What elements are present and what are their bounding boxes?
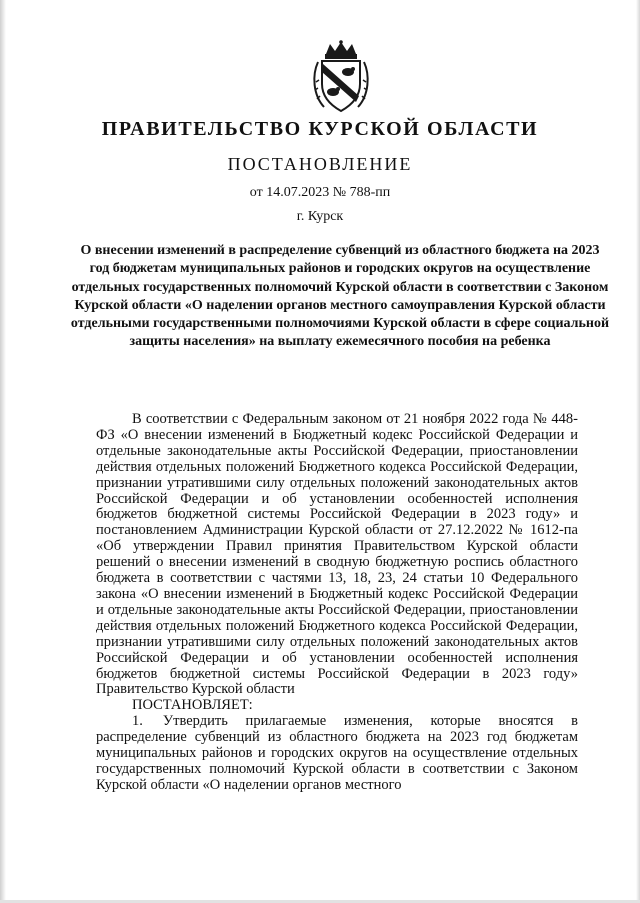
- kursk-coat-of-arms-icon: [310, 40, 372, 115]
- item-1-text: Утвердить прилагаемые изменения, которые вносятся в распределение субвенций из областного бюджета на 2023 год бюджетам муниципальных районов и городских округов на осуществление отдельных государственных полномочий Курской области в соответствии с Законом Курской области «О наделении органов местного: [96, 713, 578, 793]
- preamble-text: В соответствии с Федеральным законом от 21 ноября 2022 года № 448-ФЗ «О внесении изменений в Бюджетный кодекс Российской Федерации и отдельные законодательные акты Российской Федерации, приостановлении действия отдельных положений Бюджетного кодекса Российской Федерации, признании утратившими силу отдельных положений законодательных актов Российской Федерации и об установлении особенностей исполнения бюджетов бюджетной системы Российской Федерации в 2023 году» и постановлением Администрации Курской области от 27.12.2022 № 1612-па «Об утверждении Правил принятия Правительством Курской области решений о внесении изменений в сводную бюджетную роспись областного бюджета в соответствии с частями 13, 18, 23, 24 статьи 10 Федерального закона «О внесении изменений в Бюджетный кодекс Российской Федерации и отдельные законодательные акты Российской Федерации, приостановлении действия отдельных положений Бюджетного кодекса Российской Федерации, признании утратившими силу отдельных положений законодательных актов Российской Федерации и об установлении особенностей исполнения бюджетов бюджетной системы Российской Федерации в 2023 году» Правительство Курской области: [96, 411, 578, 698]
- decree-word: ПОСТАНОВЛЯЕТ:: [132, 697, 253, 714]
- document-subject: О внесении изменений в распределение субвенций из областного бюджета на 2023 год бюджетам муниципальных районов и городских округов на осуществление отдельных государственных полномочий Курской области в соответствии с Законом Курской области «О наделении органов местного самоуправления Курской области отдельными государственными полномочиями Курской области в сфере социальной защиты населения» на выплату ежемесячного пособия на ребенка: [70, 243, 610, 350]
- document-body: [96, 412, 578, 794]
- preamble-paragraph: [96, 412, 578, 714]
- item-1-paragraph: [96, 714, 578, 794]
- document-date-number: от 14.07.2023 № 788-пп: [249, 185, 391, 200]
- item-1-number: 1.: [132, 713, 143, 730]
- document-type: ПОСТАНОВЛЕНИЕ: [227, 154, 413, 174]
- government-title: ПРАВИТЕЛЬСТВО КУРСКОЙ ОБЛАСТИ: [101, 118, 539, 140]
- document-city: г. Курск: [296, 209, 344, 224]
